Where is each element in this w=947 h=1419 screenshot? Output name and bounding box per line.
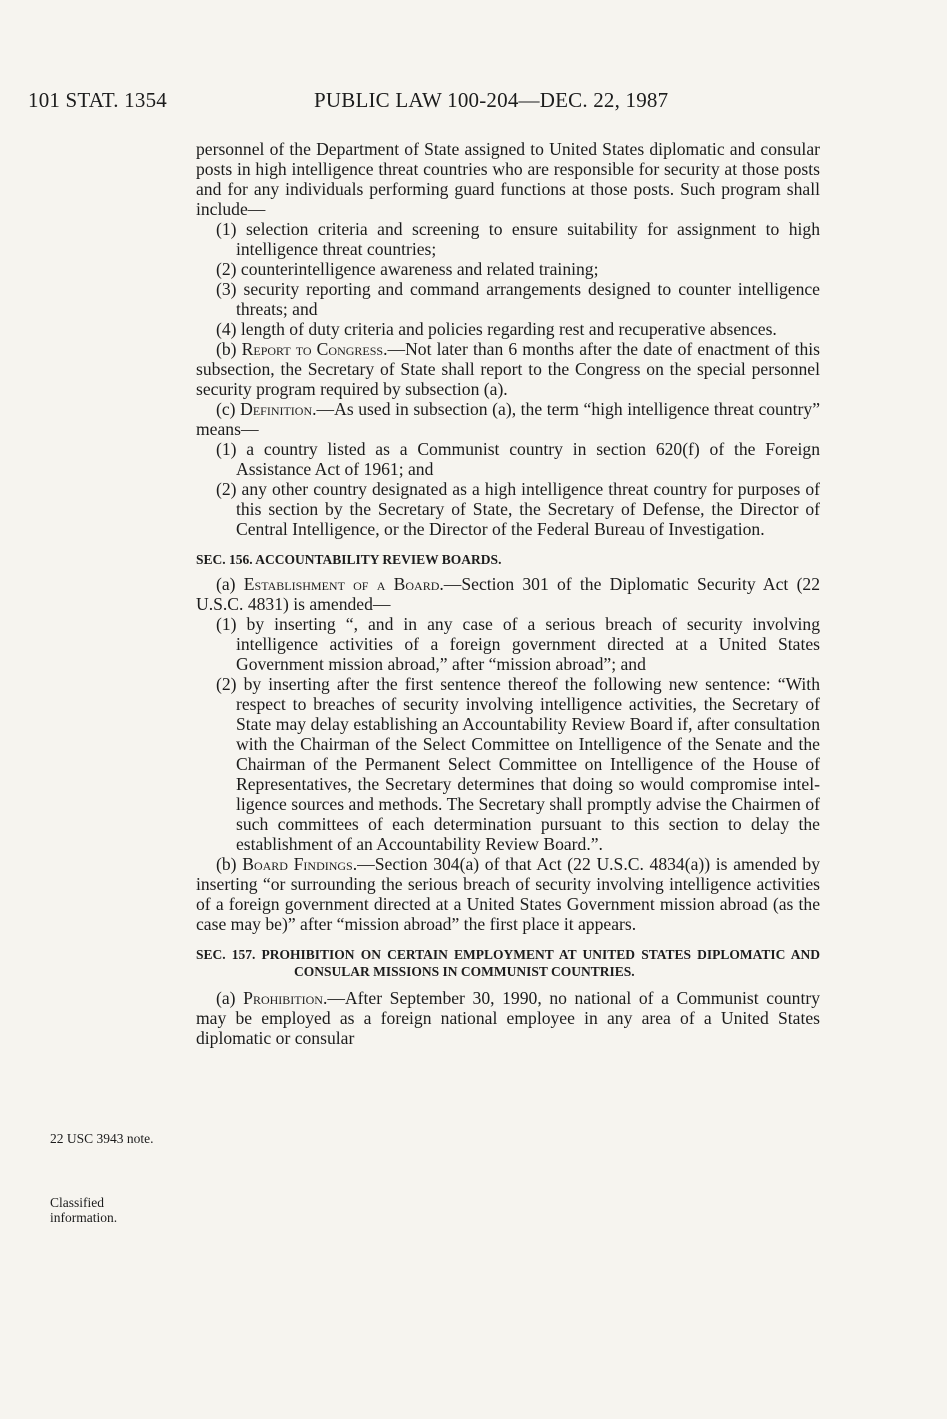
program-item: (3) security reporting and command arrangements designed to counter intelligence threats; and bbox=[216, 279, 820, 319]
usc-margin-note: 22 USC 3943 note. bbox=[50, 1131, 154, 1146]
program-item: (4) length of duty criteria and policies regarding rest and recuperative absences. bbox=[216, 319, 777, 339]
program-item: (1) selection criteria and screening to ensure suitability for assignment to high intelligence threat countries; bbox=[216, 219, 820, 259]
subsection-text: .—Section 301 of the Diplomatic Security Act (22 U.S.C. 4831) is amended— bbox=[196, 574, 821, 614]
amendment-item: (1) by inserting “, and in any case of a serious breach of security involving intelligence activities of a foreign government directed at a United States Government mission abroad,” after “mission abroad”; and bbox=[216, 614, 820, 674]
public-law-title: PUBLIC LAW 100-204—DEC. 22, 1987 bbox=[314, 88, 669, 112]
subsection-label: (c) bbox=[216, 399, 236, 419]
report-to-congress-paragraph bbox=[196, 339, 820, 399]
subsection-heading: Board Findings bbox=[242, 854, 353, 874]
section-157-heading: SEC. 157. PROHIBITION ON CERTAIN EMPLOYMENT AT UNITED STATES DIPLOMATIC AND CONSULAR MISSIONS IN COMMUNIST COUNTRIES. bbox=[196, 947, 820, 979]
definition-paragraph bbox=[196, 399, 820, 439]
subsection-text: .—Section 304(a) of that Act (22 U.S.C. 4834(a)) is amended by inserting “or surrounding the serious breach of security involving intelligence activities of a foreign government directed at a United States Government mission abroad (as the case may be)” after “mission abroad” the first place it appears. bbox=[196, 854, 820, 934]
document-body bbox=[196, 139, 820, 1048]
subsection-label: (b) bbox=[216, 339, 237, 359]
amendment-item: (2) by inserting after the first sentence thereof the following new sentence: “With respect to breaches of security involving intelligence activities, the Secretary of State may delay establishing an Accountability Review Board if, after consultation with the Chairman of the Select Committee on Intelligence of the Senate and the Chairman of the Permanent Select Committee on Intelligence of the House of Representatives, the Secretary determines that doing so would compromise intelligence sources and methods. The Secretary shall promptly advise the Chairmen of such committees of each determination pursuant to this section to delay the establishment of an Accountability Review Board.”. bbox=[216, 674, 820, 854]
subsection-heading: Report to Congress bbox=[241, 339, 384, 359]
subsection-label: (b) bbox=[216, 854, 237, 874]
prohibition-paragraph bbox=[196, 988, 820, 1048]
subsection-text: .—After September 30, 1990, no national of a Communist country may be employed as a foreign national employee in any area of a United States diplomatic or consular bbox=[196, 988, 820, 1048]
subsection-text: .—As used in subsection (a), the term “high intelligence threat country” means— bbox=[196, 399, 821, 439]
subsection-heading: Prohibition bbox=[243, 988, 323, 1008]
classified-margin-note: Classified information. bbox=[50, 1195, 118, 1225]
establishment-paragraph bbox=[196, 574, 820, 614]
stat-reference: 101 STAT. 1354 bbox=[28, 88, 167, 112]
definition-item: (2) any other country designated as a high intelligence threat country for purposes of this section by the Secretary of State, the Secretary of Defense, the Director of Central Intelligence, or the Director of the Federal Bureau of Investigation. bbox=[216, 479, 820, 539]
program-item: (2) counterintelligence awareness and related training; bbox=[216, 259, 599, 279]
subsection-label: (a) bbox=[216, 988, 236, 1008]
section-156-heading: SEC. 156. ACCOUNTABILITY REVIEW BOARDS. bbox=[196, 552, 502, 567]
intro-paragraph: personnel of the Department of State assigned to United States diplomatic and consular posts in high intelligence threat countries who are responsible for security at those posts and for any individuals performing guard functions at those posts. Such program shall include— bbox=[196, 139, 820, 219]
definition-item: (1) a country listed as a Communist country in section 620(f) of the Foreign Assistance Act of 1961; and bbox=[216, 439, 820, 479]
board-findings-paragraph bbox=[196, 854, 820, 934]
subsection-text: .—Not later than 6 months after the date of enactment of this subsection, the Secretary of State shall report to the Congress on the special personnel security program required by subsection (a). bbox=[196, 339, 820, 399]
subsection-heading: Establishment of a Board bbox=[243, 574, 440, 594]
subsection-heading: Definition bbox=[240, 399, 313, 419]
subsection-label: (a) bbox=[216, 574, 236, 594]
